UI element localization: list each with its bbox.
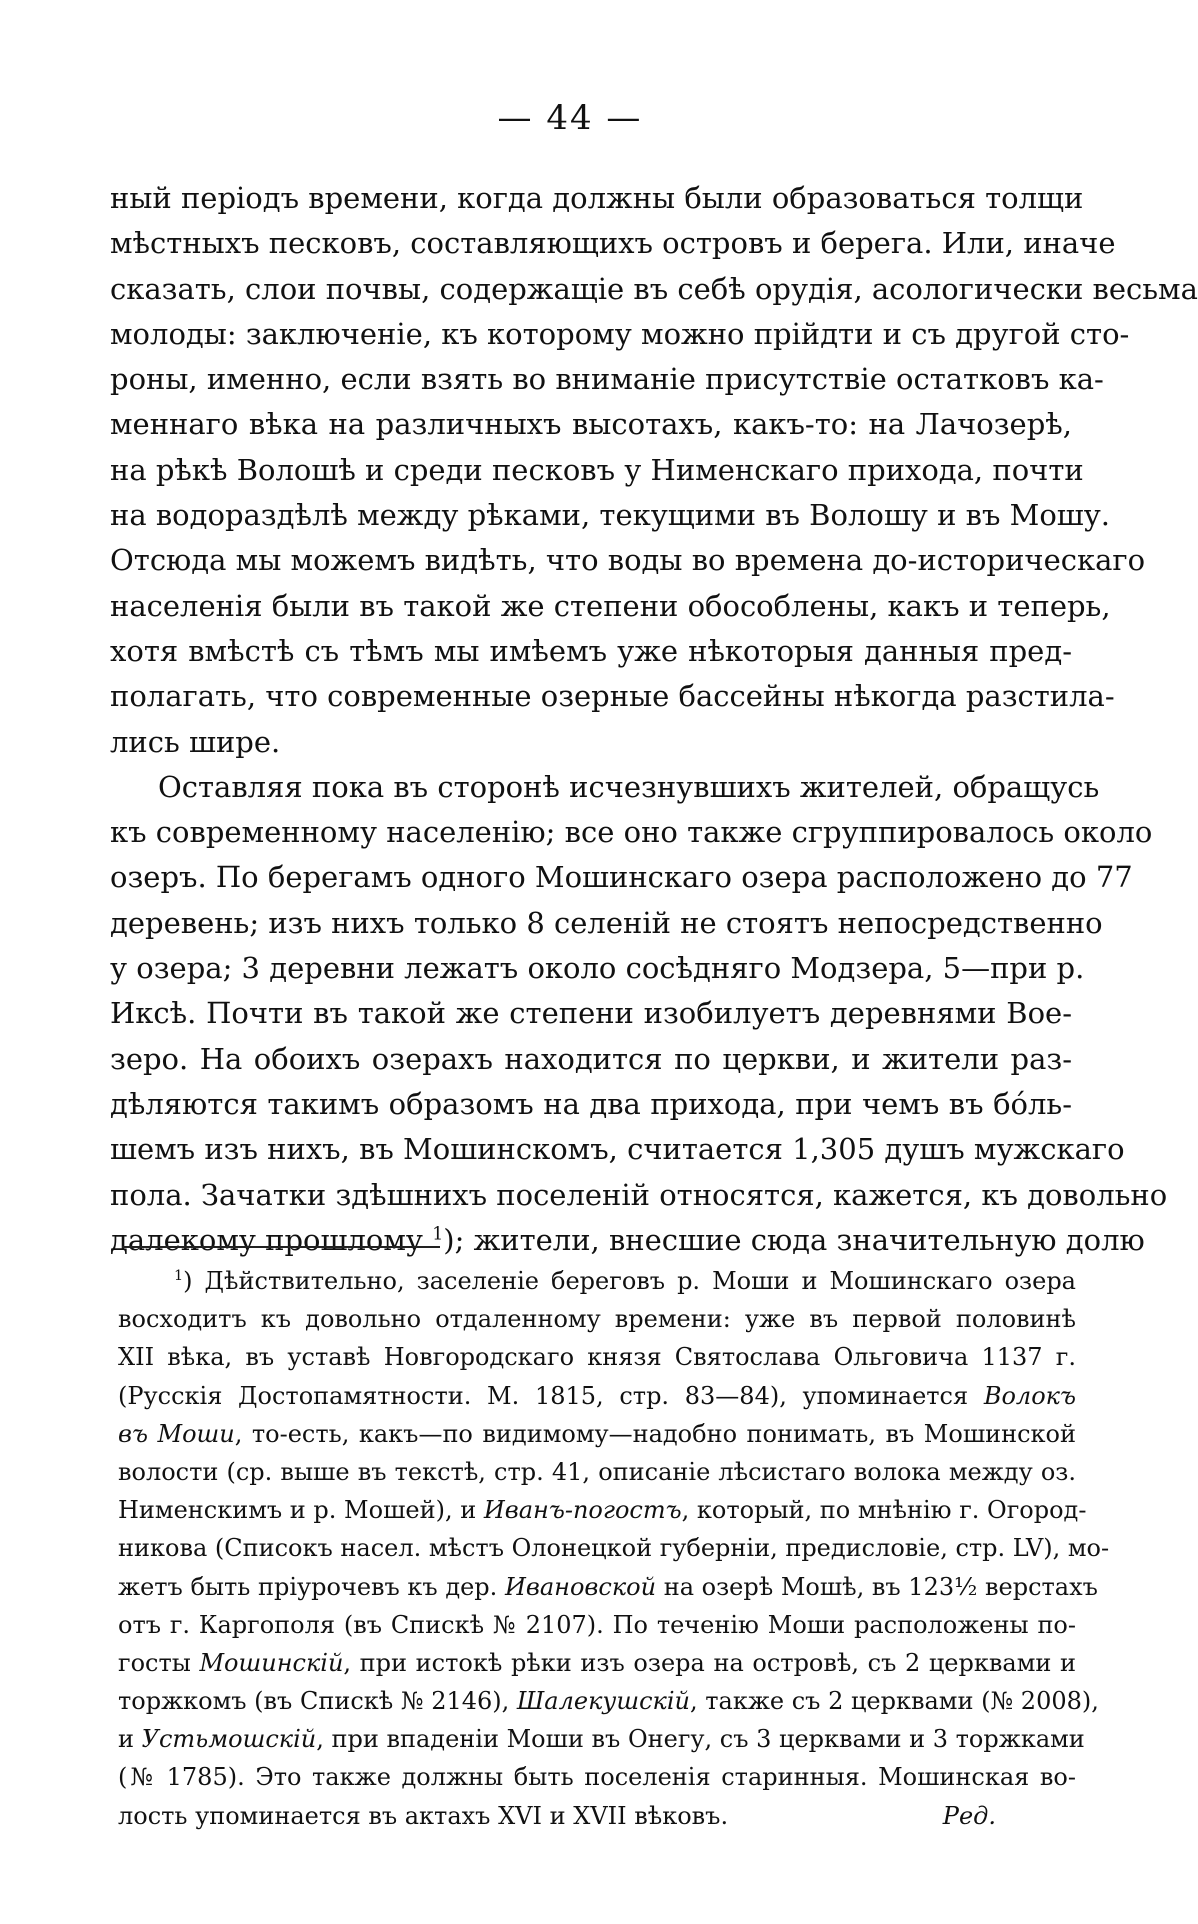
text-line: лись шире. <box>110 724 281 759</box>
text-fragment: , также съ 2 церквами (№ 2008), <box>689 1687 1099 1716</box>
footnote-line: никова (Списокъ насел. мѣстъ Олонецкой губерніи, предисловіе, стр. LV), мо- <box>118 1534 1110 1563</box>
footnote-line: (№ 1785). Это также должны быть поселенія старинныя. Мошинская во- <box>118 1763 1076 1792</box>
paragraph-2 <box>110 765 1168 1263</box>
italic-title: Мошинскій <box>199 1648 344 1677</box>
text-fragment: и <box>118 1725 142 1754</box>
footnote-reference: 1 <box>432 1224 444 1245</box>
text-fragment: Нименскимъ и р. Мошей), и <box>118 1496 484 1525</box>
text-line <box>110 1218 1145 1263</box>
italic-title: Шалекушскій <box>516 1687 690 1716</box>
footnote-line <box>118 1377 1076 1415</box>
text-fragment: (Русскія Достопамятности. М. 1815, стр. 83—84), упоминается <box>118 1381 984 1410</box>
footnote-line: лость упоминается въ актахъ XVI и XVII вѣковъ. <box>118 1801 729 1830</box>
italic-title: Устьмошскій <box>141 1725 317 1754</box>
text-fragment: госты <box>118 1648 200 1677</box>
text-line: роны, именно, если взять во вниманіе присутствіе остатковъ ка- <box>110 362 1104 397</box>
text-fragment: , при истокѣ рѣки изъ озера на островѣ, съ 2 церквами и <box>343 1648 1076 1677</box>
text-line: къ современному населенію; все оно также сгруппировалось около <box>110 815 1153 850</box>
italic-title: Ивановской <box>504 1572 657 1601</box>
footnote-line <box>118 1644 1076 1682</box>
text-fragment: , который, по мнѣнію г. Огород- <box>681 1496 1087 1525</box>
footnote-divider <box>122 1246 440 1248</box>
editor-signature: Ред. <box>942 1801 996 1830</box>
footnote-mark: 1 <box>174 1268 184 1284</box>
page-number: — 44 — <box>497 98 643 138</box>
text-line: населенія были въ такой же степени обособлены, какъ и теперь, <box>110 588 1111 623</box>
footnote-line: XII вѣка, въ уставѣ Новгородскаго князя Святослава Ольговича 1137 г. <box>118 1343 1076 1372</box>
footnote-last-line <box>118 1797 1076 1835</box>
paragraph-1 <box>110 176 1198 765</box>
text-line: ный періодъ времени, когда должны были образоваться толщи <box>110 181 1084 215</box>
text-line: хотя вмѣстѣ съ тѣмъ мы имѣемъ уже нѣкоторыя данныя пред- <box>110 633 1072 668</box>
footnote-line <box>118 1682 1099 1720</box>
text-fragment: ); жители, внесшие сюда значительную долю <box>443 1222 1145 1257</box>
text-line: дѣляются такимъ образомъ на два прихода, при чемъ въ бо́ль- <box>110 1086 1072 1121</box>
text-line: полагать, что современные озерные бассейны нѣкогда разстила- <box>110 679 1115 714</box>
text-fragment: , при впаденіи Моши въ Онегу, съ 3 церквами и 3 торжками <box>316 1725 1085 1754</box>
text-fragment: , то-есть, какъ—по видимому—надобно понимать, въ Мошинской <box>234 1419 1077 1448</box>
text-fragment: далекому прошлому <box>110 1222 433 1257</box>
text-fragment: торжкомъ (въ Спискѣ № 2146), <box>118 1687 517 1716</box>
text-line: на водораздѣлѣ между рѣками, текущими въ Волошу и въ Мошу. <box>110 498 1111 533</box>
footnote-line: волости (ср. выше въ текстѣ, стр. 41, описаніе лѣсистаго волока между оз. <box>118 1457 1076 1486</box>
footnote-line <box>118 1491 1087 1529</box>
text-line: Отсюда мы можемъ видѣть, что воды во времена до-историческаго <box>110 543 1146 578</box>
text-fragment: на озерѣ Мошѣ, въ 123½ верстахъ <box>656 1572 1098 1601</box>
text-line: молоды: заключеніе, къ которому можно прійдти и съ другой сто- <box>110 316 1130 351</box>
text-line: Оставляя пока въ сторонѣ исчезнувшихъ жителей, обращусь <box>158 769 1100 804</box>
main-text <box>110 176 1198 1263</box>
text-line: мѣстныхъ песковъ, составляющихъ островъ и берега. Или, иначе <box>110 226 1116 261</box>
footnote-line: отъ г. Каргополя (въ Спискѣ № 2107). По теченію Моши расположены по- <box>118 1610 1076 1639</box>
text-line: зеро. На обоихъ озерахъ находится по церкви, и жители раз- <box>110 1041 1072 1076</box>
footnote-line <box>118 1568 1098 1606</box>
text-line: шемъ изъ нихъ, въ Мошинскомъ, считается 1,305 душъ мужскаго <box>110 1132 1125 1167</box>
footnote-line: восходитъ къ довольно отдаленному времени: уже въ первой половинѣ <box>118 1305 1076 1334</box>
italic-title: въ Моши <box>118 1419 235 1448</box>
footnote-line <box>118 1415 1076 1453</box>
text-line: меннаго вѣка на различныхъ высотахъ, какъ-то: на Лачозерѣ, <box>110 407 1072 442</box>
italic-title: Волокъ <box>983 1381 1076 1410</box>
italic-title: Иванъ-погостъ <box>483 1496 682 1525</box>
text-line: озеръ. По берегамъ одного Мошинскаго озера расположено до 77 <box>110 860 1133 895</box>
text-line: деревень; изъ нихъ только 8 селеній не стоятъ непосредственно <box>110 905 1103 940</box>
text-fragment: ) Дѣйствительно, заселеніе береговъ р. Моши и Мошинскаго озера <box>183 1267 1076 1295</box>
text-line: у озера; 3 деревни лежатъ около сосѣдняго Модзера, 5—при р. <box>110 951 1085 986</box>
footnote <box>118 1262 1110 1835</box>
footnote-line <box>118 1262 1076 1300</box>
text-line: сказать, слои почвы, содержащіе въ себѣ орудія, асологически весьма <box>110 271 1198 306</box>
text-line: пола. Зачатки здѣшнихъ поселеній относятся, кажется, къ довольно <box>110 1177 1168 1212</box>
text-fragment: жетъ быть пріурочевъ къ дер. <box>118 1572 505 1601</box>
footnote-line <box>118 1720 1085 1758</box>
text-line: на рѣкѣ Волошѣ и среди песковъ у Нименскаго прихода, почти <box>110 452 1084 487</box>
text-line: Иксѣ. Почти въ такой же степени изобилуетъ деревнями Вое- <box>110 996 1072 1031</box>
